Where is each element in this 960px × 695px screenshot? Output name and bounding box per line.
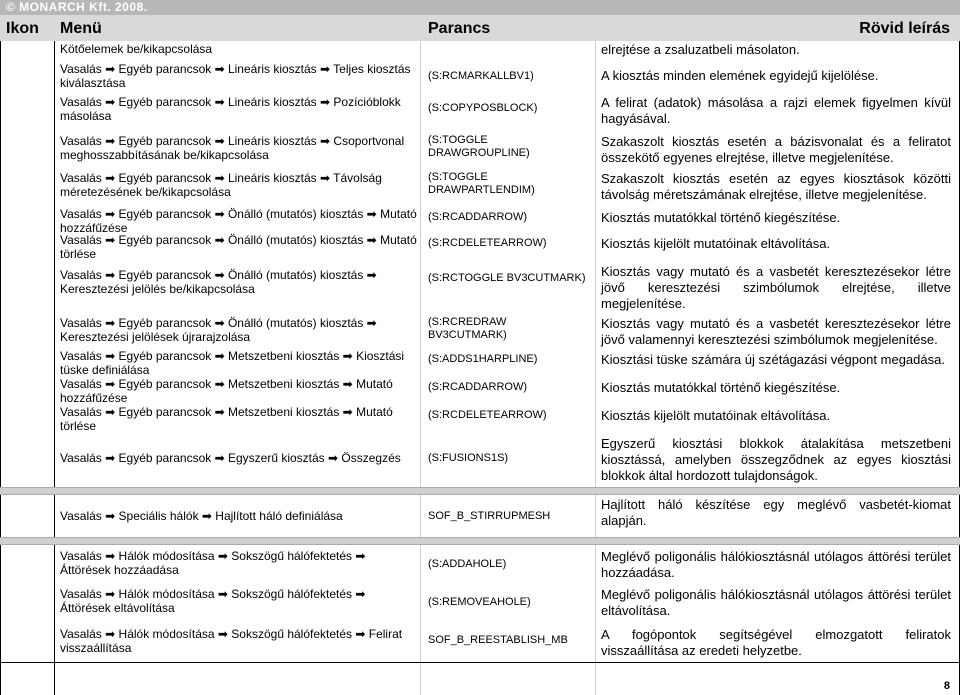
col-divider [420,41,421,695]
menu-path: Vasalás ➡ Egyéb parancsok ➡ Önálló (mutatós) kiosztás ➡ Mutató hozzáfűzése [60,207,417,235]
description: A kiosztás minden elemének egyidejű kijelölése. [601,68,879,83]
command: SOF_B_STIRRUPMESH [428,510,551,522]
table-bottom-border [0,662,960,663]
command: (S:RCMARKALLBV1) [428,70,534,82]
description: Kiosztás kijelölt mutatóinak eltávolítása. [601,236,831,251]
description: Kiosztás mutatókkal történő kiegészítése. [601,380,841,395]
description: A felirat (adatok) másolása a rajzi elemek figyelmen kívül hagyásával. [601,95,951,126]
command: (S:RCADDARROW) [428,211,527,223]
command: (S:RCADDARROW) [428,381,527,393]
command: (S:RCDELETEARROW) [428,237,547,249]
top-bar [0,0,960,15]
description: Kiosztás kijelölt mutatóinak eltávolítása. [601,408,831,423]
description: elrejtése a zsaluzatbeli másolaton. [601,42,800,57]
page-number: 8 [943,680,950,692]
command: (S:ADDS1HARPLINE) [428,353,538,365]
description: Egyszerű kiosztási blokkok átalakítása metszetbeni kiosztássá, amelyben összegződnek az egyes kiosztási blokkok által hordozott tulajdonságok. [601,436,951,483]
menu-path: Vasalás ➡ Egyéb parancsok ➡ Metszetbeni kiosztás ➡ Mutató törlése [60,405,393,433]
menu-path: Vasalás ➡ Egyéb parancsok ➡ Metszetbeni kiosztás ➡ Mutató hozzáfűzése [60,377,393,405]
menu-path: Vasalás ➡ Egyéb parancsok ➡ Metszetbeni kiosztás ➡ Kiosztási tüske definiálása [60,349,405,377]
description: Meglévő poligonális hálókiosztásnál utólagos áttörési terület hozzáadása. [601,549,951,580]
menu-path: Kötőelemek be/kikapcsolása [60,42,213,56]
description: Szakaszolt kiosztás esetén az egyes kiosztások közötti távolság méretszámának elrejtése, illetve megjelenítése. [601,171,951,202]
command: (S:TOGGLE DRAWGROUPLINE) [428,134,530,159]
command: (S:RCDELETEARROW) [428,409,547,421]
menu-path: Vasalás ➡ Hálók módosítása ➡ Sokszögű hálófektetés ➡ Áttörések eltávolítása [60,587,366,615]
command: (S:RCREDRAW BV3CUTMARK) [428,316,507,341]
header-icon-col: Ikon [6,20,39,37]
description: Kiosztási tüske számára új szétágazási végpont megadása. [601,352,945,367]
table-header [0,15,960,41]
command: (S:COPYPOSBLOCK) [428,102,538,114]
table-left-border [0,41,1,695]
description: Hajlított háló készítése egy meglévő vasbetét-kiomat alapján. [601,497,951,528]
menu-path: Vasalás ➡ Egyéb parancsok ➡ Önálló (mutatós) kiosztás ➡ Keresztezési jelölések újrarajzolása [60,316,377,344]
menu-path: Vasalás ➡ Egyéb parancsok ➡ Lineáris kiosztás ➡ Csoportvonal meghosszabbításának be/kikapcsolása [60,134,405,162]
menu-path: Vasalás ➡ Hálók módosítása ➡ Sokszögű hálófektetés ➡ Felirat visszaállítása [60,627,403,655]
command: (S:ADDAHOLE) [428,558,507,570]
command: (S:FUSIONS1S) [428,452,509,464]
description: Kiosztás mutatókkal történő kiegészítése. [601,210,841,225]
command: (S:RCTOGGLE BV3CUTMARK) [428,272,586,284]
menu-path: Vasalás ➡ Egyéb parancsok ➡ Lineáris kiosztás ➡ Távolság méretezésének be/kikapcsolása [60,171,382,199]
command: SOF_B_REESTABLISH_MB [428,634,568,646]
header-description-col: Rövid leírás [859,20,950,37]
description: A fogópontok segítségével elmozgatott feliratok visszaállítása az eredeti helyzetbe. [601,627,951,658]
description: Kiosztás vagy mutató és a vasbetét keresztezésekor létre jövő valamennyi keresztezési szimbólumok megjelenítése. [601,316,951,347]
section-separator [0,537,960,545]
section-separator [0,487,960,495]
menu-path: Vasalás ➡ Hálók módosítása ➡ Sokszögű hálófektetés ➡ Áttörések hozzáadása [60,549,366,577]
menu-path: Vasalás ➡ Egyéb parancsok ➡ Önálló (mutatós) kiosztás ➡ Mutató törlése [60,233,417,261]
command: (S:TOGGLE DRAWPARTLENDIM) [428,171,535,196]
col-divider [54,41,55,695]
copyright-text: © MONARCH Kft. 2008. [6,0,148,14]
menu-path: Vasalás ➡ Egyéb parancsok ➡ Lineáris kiosztás ➡ Teljes kiosztás kiválasztása [60,62,411,90]
header-command-col: Parancs [428,20,491,37]
description: Kiosztás vagy mutató és a vasbetét keresztezésekor létre jövő keresztezési szimbólumok elrejtése, illetve megjelenítése. [601,264,951,311]
header-menu-col: Menü [60,20,102,37]
menu-path: Vasalás ➡ Egyéb parancsok ➡ Lineáris kiosztás ➡ Pozícióblokk másolása [60,95,401,123]
menu-path: Vasalás ➡ Speciális hálók ➡ Hajlított háló definiálása [60,509,343,523]
menu-path: Vasalás ➡ Egyéb parancsok ➡ Egyszerű kiosztás ➡ Összegzés [60,451,401,465]
description: Meglévő poligonális hálókiosztásnál utólagos áttörési terület eltávolítása. [601,587,951,618]
command: (S:REMOVEAHOLE) [428,596,531,608]
menu-path: Vasalás ➡ Egyéb parancsok ➡ Önálló (mutatós) kiosztás ➡ Keresztezési jelölés be/kikapcsolása [60,268,377,296]
description: Szakaszolt kiosztás esetén a bázisvonalat és a feliratot összekötő egyenes elrejtése, illetve megjelenítése. [601,134,951,165]
col-divider [595,41,596,695]
